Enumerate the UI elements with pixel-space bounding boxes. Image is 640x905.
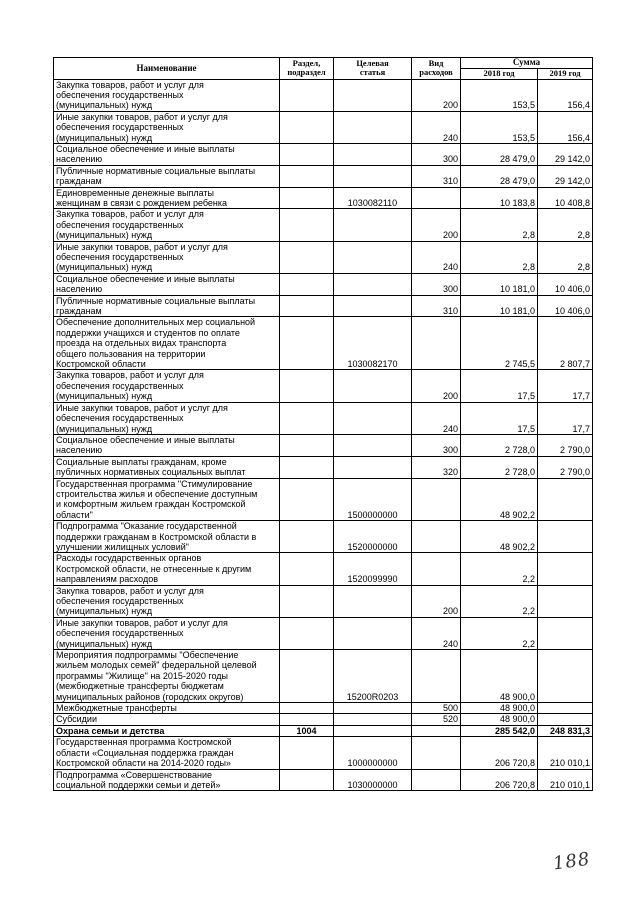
row-target — [334, 370, 412, 402]
row-2019: 2 790,0 — [538, 456, 593, 478]
row-name: Публичные нормативные социальные выплаты гражданам — [54, 165, 280, 187]
row-target — [334, 165, 412, 187]
row-name: Охрана семьи и детства — [54, 725, 280, 736]
row-2019: 2,8 — [538, 241, 593, 273]
row-2018: 2,8 — [461, 241, 538, 273]
table-row — [54, 714, 593, 725]
row-type — [412, 187, 461, 209]
table-row — [54, 650, 593, 703]
row-target — [334, 714, 412, 725]
row-target — [334, 725, 412, 736]
row-target — [334, 434, 412, 456]
row-type: 300 — [412, 434, 461, 456]
row-target — [334, 402, 412, 434]
table-row — [54, 370, 593, 402]
row-target — [334, 703, 412, 714]
row-type: 300 — [412, 273, 461, 295]
row-name: Иные закупки товаров, работ и услуг для обеспечения государственных (муниципальных) нужд — [54, 402, 280, 434]
header-sum: Сумма — [461, 58, 593, 69]
row-name: Закупка товаров, работ и услуг для обеспечения государственных (муниципальных) нужд — [54, 79, 280, 111]
row-2019: 156,4 — [538, 79, 593, 111]
table-row — [54, 456, 593, 478]
header-target: Целевая статья — [334, 58, 412, 80]
table-row — [54, 273, 593, 295]
row-section — [280, 273, 334, 295]
row-section — [280, 187, 334, 209]
table-row — [54, 317, 593, 370]
row-target: 15200R0203 — [334, 650, 412, 703]
row-name: Иные закупки товаров, работ и услуг для обеспечения государственных (муниципальных) нужд — [54, 111, 280, 143]
row-section — [280, 295, 334, 317]
row-name: Государственная программа Костромской области «Социальная поддержка граждан Костромской области на 2014-2020 годы» — [54, 737, 280, 769]
header-2019: 2019 год — [538, 69, 593, 80]
row-name: Иные закупки товаров, работ и услуг для обеспечения государственных (муниципальных) нужд — [54, 241, 280, 273]
row-name: Межбюджетные трансферты — [54, 703, 280, 714]
row-section — [280, 703, 334, 714]
row-type: 300 — [412, 143, 461, 165]
row-name: Публичные нормативные социальные выплаты гражданам — [54, 295, 280, 317]
row-section — [280, 434, 334, 456]
row-2019: 156,4 — [538, 111, 593, 143]
header-section: Раздел, подраздел — [280, 58, 334, 80]
row-name: Социальное обеспечение и иные выплаты населению — [54, 273, 280, 295]
table-row — [54, 295, 593, 317]
row-2019 — [538, 650, 593, 703]
row-type: 200 — [412, 370, 461, 402]
table-header — [54, 58, 593, 80]
row-type: 240 — [412, 617, 461, 649]
row-section — [280, 650, 334, 703]
row-section — [280, 714, 334, 725]
row-target: 1520099990 — [334, 553, 412, 585]
table-row — [54, 478, 593, 521]
row-name: Социальное обеспечение и иные выплаты населению — [54, 434, 280, 456]
row-name: Субсидии — [54, 714, 280, 725]
row-name: Мероприятия подпрограммы "Обеспечение жильем молодых семей" федеральной целевой программы "Жилище" на 2015-2020 годы (межбюджетные трансферты бюджетам муниципальных районов (городских округов) — [54, 650, 280, 703]
row-2019: 17,7 — [538, 370, 593, 402]
row-2018: 206 720,8 — [461, 769, 538, 791]
row-2018: 285 542,0 — [461, 725, 538, 736]
table-row — [54, 165, 593, 187]
table-row — [54, 585, 593, 617]
row-target — [334, 585, 412, 617]
row-section — [280, 165, 334, 187]
row-section — [280, 769, 334, 791]
table-row — [54, 737, 593, 769]
row-type: 310 — [412, 295, 461, 317]
row-target — [334, 209, 412, 241]
row-2018: 153,5 — [461, 111, 538, 143]
row-target — [334, 79, 412, 111]
row-type — [412, 478, 461, 521]
row-name: Закупка товаров, работ и услуг для обеспечения государственных (муниципальных) нужд — [54, 209, 280, 241]
row-name: Иные закупки товаров, работ и услуг для обеспечения государственных (муниципальных) нужд — [54, 617, 280, 649]
row-target — [334, 617, 412, 649]
row-target: 1000000000 — [334, 737, 412, 769]
row-section — [280, 585, 334, 617]
row-2018: 10 181,0 — [461, 273, 538, 295]
row-section — [280, 111, 334, 143]
page-number: 188 — [551, 848, 592, 875]
row-name: Государственная программа "Стимулирование строительства жилья и обеспечение доступным и комфортным жильем граждан Костромской области" — [54, 478, 280, 521]
row-type — [412, 521, 461, 553]
row-section — [280, 317, 334, 370]
row-type: 200 — [412, 585, 461, 617]
row-type: 240 — [412, 241, 461, 273]
header-type: Вид расходов — [412, 58, 461, 80]
row-2019: 10 406,0 — [538, 295, 593, 317]
row-name: Подпрограмма "Оказание государственной поддержки гражданам в Костромской области в улучшении жилищных условий" — [54, 521, 280, 553]
row-2018: 48 900,0 — [461, 703, 538, 714]
row-2018: 28 479,0 — [461, 143, 538, 165]
row-2018: 2,2 — [461, 585, 538, 617]
row-section — [280, 209, 334, 241]
row-2019: 210 010,1 — [538, 769, 593, 791]
row-2019 — [538, 553, 593, 585]
row-section — [280, 370, 334, 402]
header-name: Наименование — [54, 58, 280, 80]
row-section — [280, 456, 334, 478]
row-type: 240 — [412, 402, 461, 434]
row-2018: 10 181,0 — [461, 295, 538, 317]
row-section — [280, 521, 334, 553]
table-row — [54, 434, 593, 456]
row-target: 1030000000 — [334, 769, 412, 791]
row-2019: 248 831,3 — [538, 725, 593, 736]
row-2019: 10 406,0 — [538, 273, 593, 295]
row-2019: 2,8 — [538, 209, 593, 241]
row-2018: 2 728,0 — [461, 434, 538, 456]
table-row — [54, 703, 593, 714]
row-section — [280, 402, 334, 434]
table-row — [54, 111, 593, 143]
row-section — [280, 617, 334, 649]
row-2018: 2 745,5 — [461, 317, 538, 370]
row-2018: 2 728,0 — [461, 456, 538, 478]
row-section — [280, 241, 334, 273]
table-row — [54, 402, 593, 434]
row-name: Закупка товаров, работ и услуг для обеспечения государственных (муниципальных) нужд — [54, 370, 280, 402]
row-target — [334, 143, 412, 165]
table-row — [54, 187, 593, 209]
row-type — [412, 317, 461, 370]
row-2018: 2,2 — [461, 553, 538, 585]
row-section — [280, 143, 334, 165]
budget-table — [53, 57, 593, 791]
row-type: 520 — [412, 714, 461, 725]
table-row — [54, 209, 593, 241]
row-2018: 10 183,8 — [461, 187, 538, 209]
row-type — [412, 725, 461, 736]
row-2019 — [538, 617, 593, 649]
table-row — [54, 241, 593, 273]
row-2019: 2 790,0 — [538, 434, 593, 456]
row-2019 — [538, 478, 593, 521]
row-2018: 206 720,8 — [461, 737, 538, 769]
row-type — [412, 650, 461, 703]
row-target — [334, 241, 412, 273]
table-row — [54, 79, 593, 111]
table-row — [54, 143, 593, 165]
row-2018: 17,5 — [461, 370, 538, 402]
row-name: Закупка товаров, работ и услуг для обеспечения государственных (муниципальных) нужд — [54, 585, 280, 617]
row-target: 1030082110 — [334, 187, 412, 209]
row-2018: 2,2 — [461, 617, 538, 649]
row-section — [280, 553, 334, 585]
table-row — [54, 769, 593, 791]
row-2018: 153,5 — [461, 79, 538, 111]
row-type: 320 — [412, 456, 461, 478]
row-type: 240 — [412, 111, 461, 143]
row-section — [280, 737, 334, 769]
row-target — [334, 111, 412, 143]
row-2019: 29 142,0 — [538, 143, 593, 165]
row-2018: 48 902,2 — [461, 478, 538, 521]
row-name: Обеспечение дополнительных мер социальной поддержки учащихся и студентов по оплате проезда на отдельных видах транспорта общего пользования на территории Костромской области — [54, 317, 280, 370]
row-type: 200 — [412, 209, 461, 241]
row-type: 500 — [412, 703, 461, 714]
row-2018: 48 900,0 — [461, 650, 538, 703]
row-2019 — [538, 714, 593, 725]
row-2019 — [538, 521, 593, 553]
row-2018: 28 479,0 — [461, 165, 538, 187]
row-name: Единовременные денежные выплаты женщинам в связи с рождением ребенка — [54, 187, 280, 209]
row-type — [412, 553, 461, 585]
row-section — [280, 478, 334, 521]
row-target: 1030082170 — [334, 317, 412, 370]
row-name: Подпрограмма «Совершенствование социальной поддержки семьи и детей» — [54, 769, 280, 791]
header-2018: 2018 год — [461, 69, 538, 80]
table-row — [54, 521, 593, 553]
row-target — [334, 456, 412, 478]
row-2018: 48 902,2 — [461, 521, 538, 553]
row-2019 — [538, 703, 593, 714]
row-type: 200 — [412, 79, 461, 111]
table-row — [54, 617, 593, 649]
row-target: 1520000000 — [334, 521, 412, 553]
row-2019: 17,7 — [538, 402, 593, 434]
row-2019: 10 408,8 — [538, 187, 593, 209]
row-2019 — [538, 585, 593, 617]
row-name: Социальные выплаты гражданам, кроме публичных нормативных социальных выплат — [54, 456, 280, 478]
row-2018: 48 900,0 — [461, 714, 538, 725]
row-target: 1500000000 — [334, 478, 412, 521]
budget-table-sheet — [53, 57, 593, 791]
table-row — [54, 553, 593, 585]
table-body — [54, 79, 593, 791]
row-2019: 2 807,7 — [538, 317, 593, 370]
row-2019: 29 142,0 — [538, 165, 593, 187]
row-type: 310 — [412, 165, 461, 187]
row-2019: 210 010,1 — [538, 737, 593, 769]
row-type — [412, 769, 461, 791]
row-type — [412, 737, 461, 769]
row-section — [280, 79, 334, 111]
row-2018: 17,5 — [461, 402, 538, 434]
row-name: Расходы государственных органов Костромской области, не отнесенные к другим направлениям расходов — [54, 553, 280, 585]
row-section: 1004 — [280, 725, 334, 736]
table-row — [54, 725, 593, 736]
row-target — [334, 295, 412, 317]
row-target — [334, 273, 412, 295]
row-2018: 2,8 — [461, 209, 538, 241]
row-name: Социальное обеспечение и иные выплаты населению — [54, 143, 280, 165]
